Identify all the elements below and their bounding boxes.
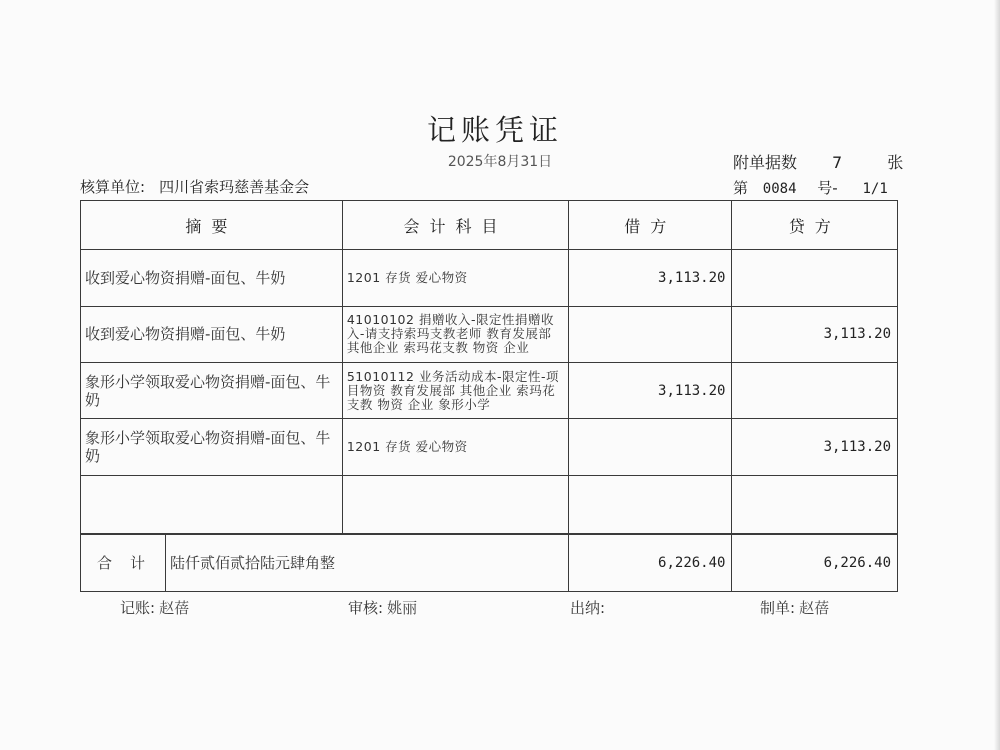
empty-cell (569, 475, 732, 533)
table-row-empty (81, 475, 898, 533)
empty-cell (342, 475, 568, 533)
total-debit: 6,226.40 (569, 534, 732, 592)
table-row (81, 250, 898, 306)
voucher-prefix: 第 (733, 179, 749, 197)
reviewer-sign (348, 597, 417, 618)
row-summary: 象形小学领取爱心物资捐赠-面包、牛奶 (81, 419, 343, 475)
attachments-label: 附单据数 (733, 153, 798, 172)
voucher-number-info (733, 177, 888, 198)
row-credit (732, 363, 898, 419)
row-credit: 3,113.20 (732, 419, 898, 475)
preparer-sign (760, 597, 829, 618)
signature-line (120, 597, 880, 621)
header-debit: 借方 (569, 201, 732, 250)
row-account: 51010112 业务活动成本-限定性-项目物资 教育发展部 其他企业 索玛花支教 物资 企业 象形小学 (342, 363, 568, 419)
row-debit: 3,113.20 (569, 250, 732, 306)
row-debit (569, 419, 732, 475)
total-credit: 6,226.40 (732, 534, 898, 592)
attachments-unit: 张 (887, 153, 904, 172)
accounting-unit-name: 四川省索玛慈善基金会 (159, 178, 310, 196)
table-row (81, 419, 898, 475)
preparer-label: 制单: (760, 599, 796, 617)
empty-cell (81, 475, 343, 533)
bookkeeper-label: 记账: (120, 599, 156, 617)
accounting-unit-label: 核算单位: (80, 178, 146, 196)
cashier-sign (570, 597, 609, 618)
voucher-suffix: 号- (817, 179, 838, 197)
row-account: 1201 存货 爱心物资 (342, 419, 568, 475)
voucher-table (80, 200, 898, 592)
attachments-info (733, 150, 903, 173)
row-debit: 3,113.20 (569, 363, 732, 419)
reviewer-label: 审核: (348, 599, 384, 617)
row-account: 1201 存货 爱心物资 (342, 250, 568, 306)
row-summary: 收到爱心物资捐赠-面包、牛奶 (81, 306, 343, 362)
voucher-date: 2025年8月31日 (447, 154, 553, 170)
voucher-page: 1/1 (862, 181, 888, 197)
bookkeeper-name: 赵蓓 (159, 599, 190, 617)
total-row (81, 534, 898, 592)
attachments-count: 7 (832, 153, 843, 172)
cashier-label: 出纳: (570, 599, 606, 617)
preparer-name: 赵蓓 (799, 599, 830, 617)
row-summary: 象形小学领取爱心物资捐赠-面包、牛奶 (81, 363, 343, 419)
table-row (81, 363, 898, 419)
header-summary: 摘要 (81, 201, 343, 250)
table-row (81, 306, 898, 362)
row-credit: 3,113.20 (732, 306, 898, 362)
total-cell (81, 534, 569, 592)
total-amount-in-words: 陆仟贰佰贰拾陆元肆角整 (170, 554, 336, 573)
reviewer-name: 姚丽 (387, 599, 418, 617)
table-header-row (81, 201, 898, 250)
bookkeeper-sign (120, 597, 189, 618)
scan-edge (994, 0, 1000, 750)
voucher-number: 0084 (762, 181, 797, 197)
empty-cell (732, 475, 898, 533)
accounting-unit (80, 176, 309, 197)
total-label: 合计 (81, 535, 166, 591)
row-account: 41010102 捐赠收入-限定性捐赠收入-请支持索玛支教老师 教育发展部 其他企业 索玛花支教 物资 企业 (342, 306, 568, 362)
row-credit (732, 250, 898, 306)
row-debit (569, 306, 732, 362)
voucher-title: 记账凭证 (426, 113, 563, 147)
row-summary: 收到爱心物资捐赠-面包、牛奶 (81, 250, 343, 306)
header-credit: 贷方 (732, 201, 898, 250)
header-account: 会计科目 (342, 201, 568, 250)
